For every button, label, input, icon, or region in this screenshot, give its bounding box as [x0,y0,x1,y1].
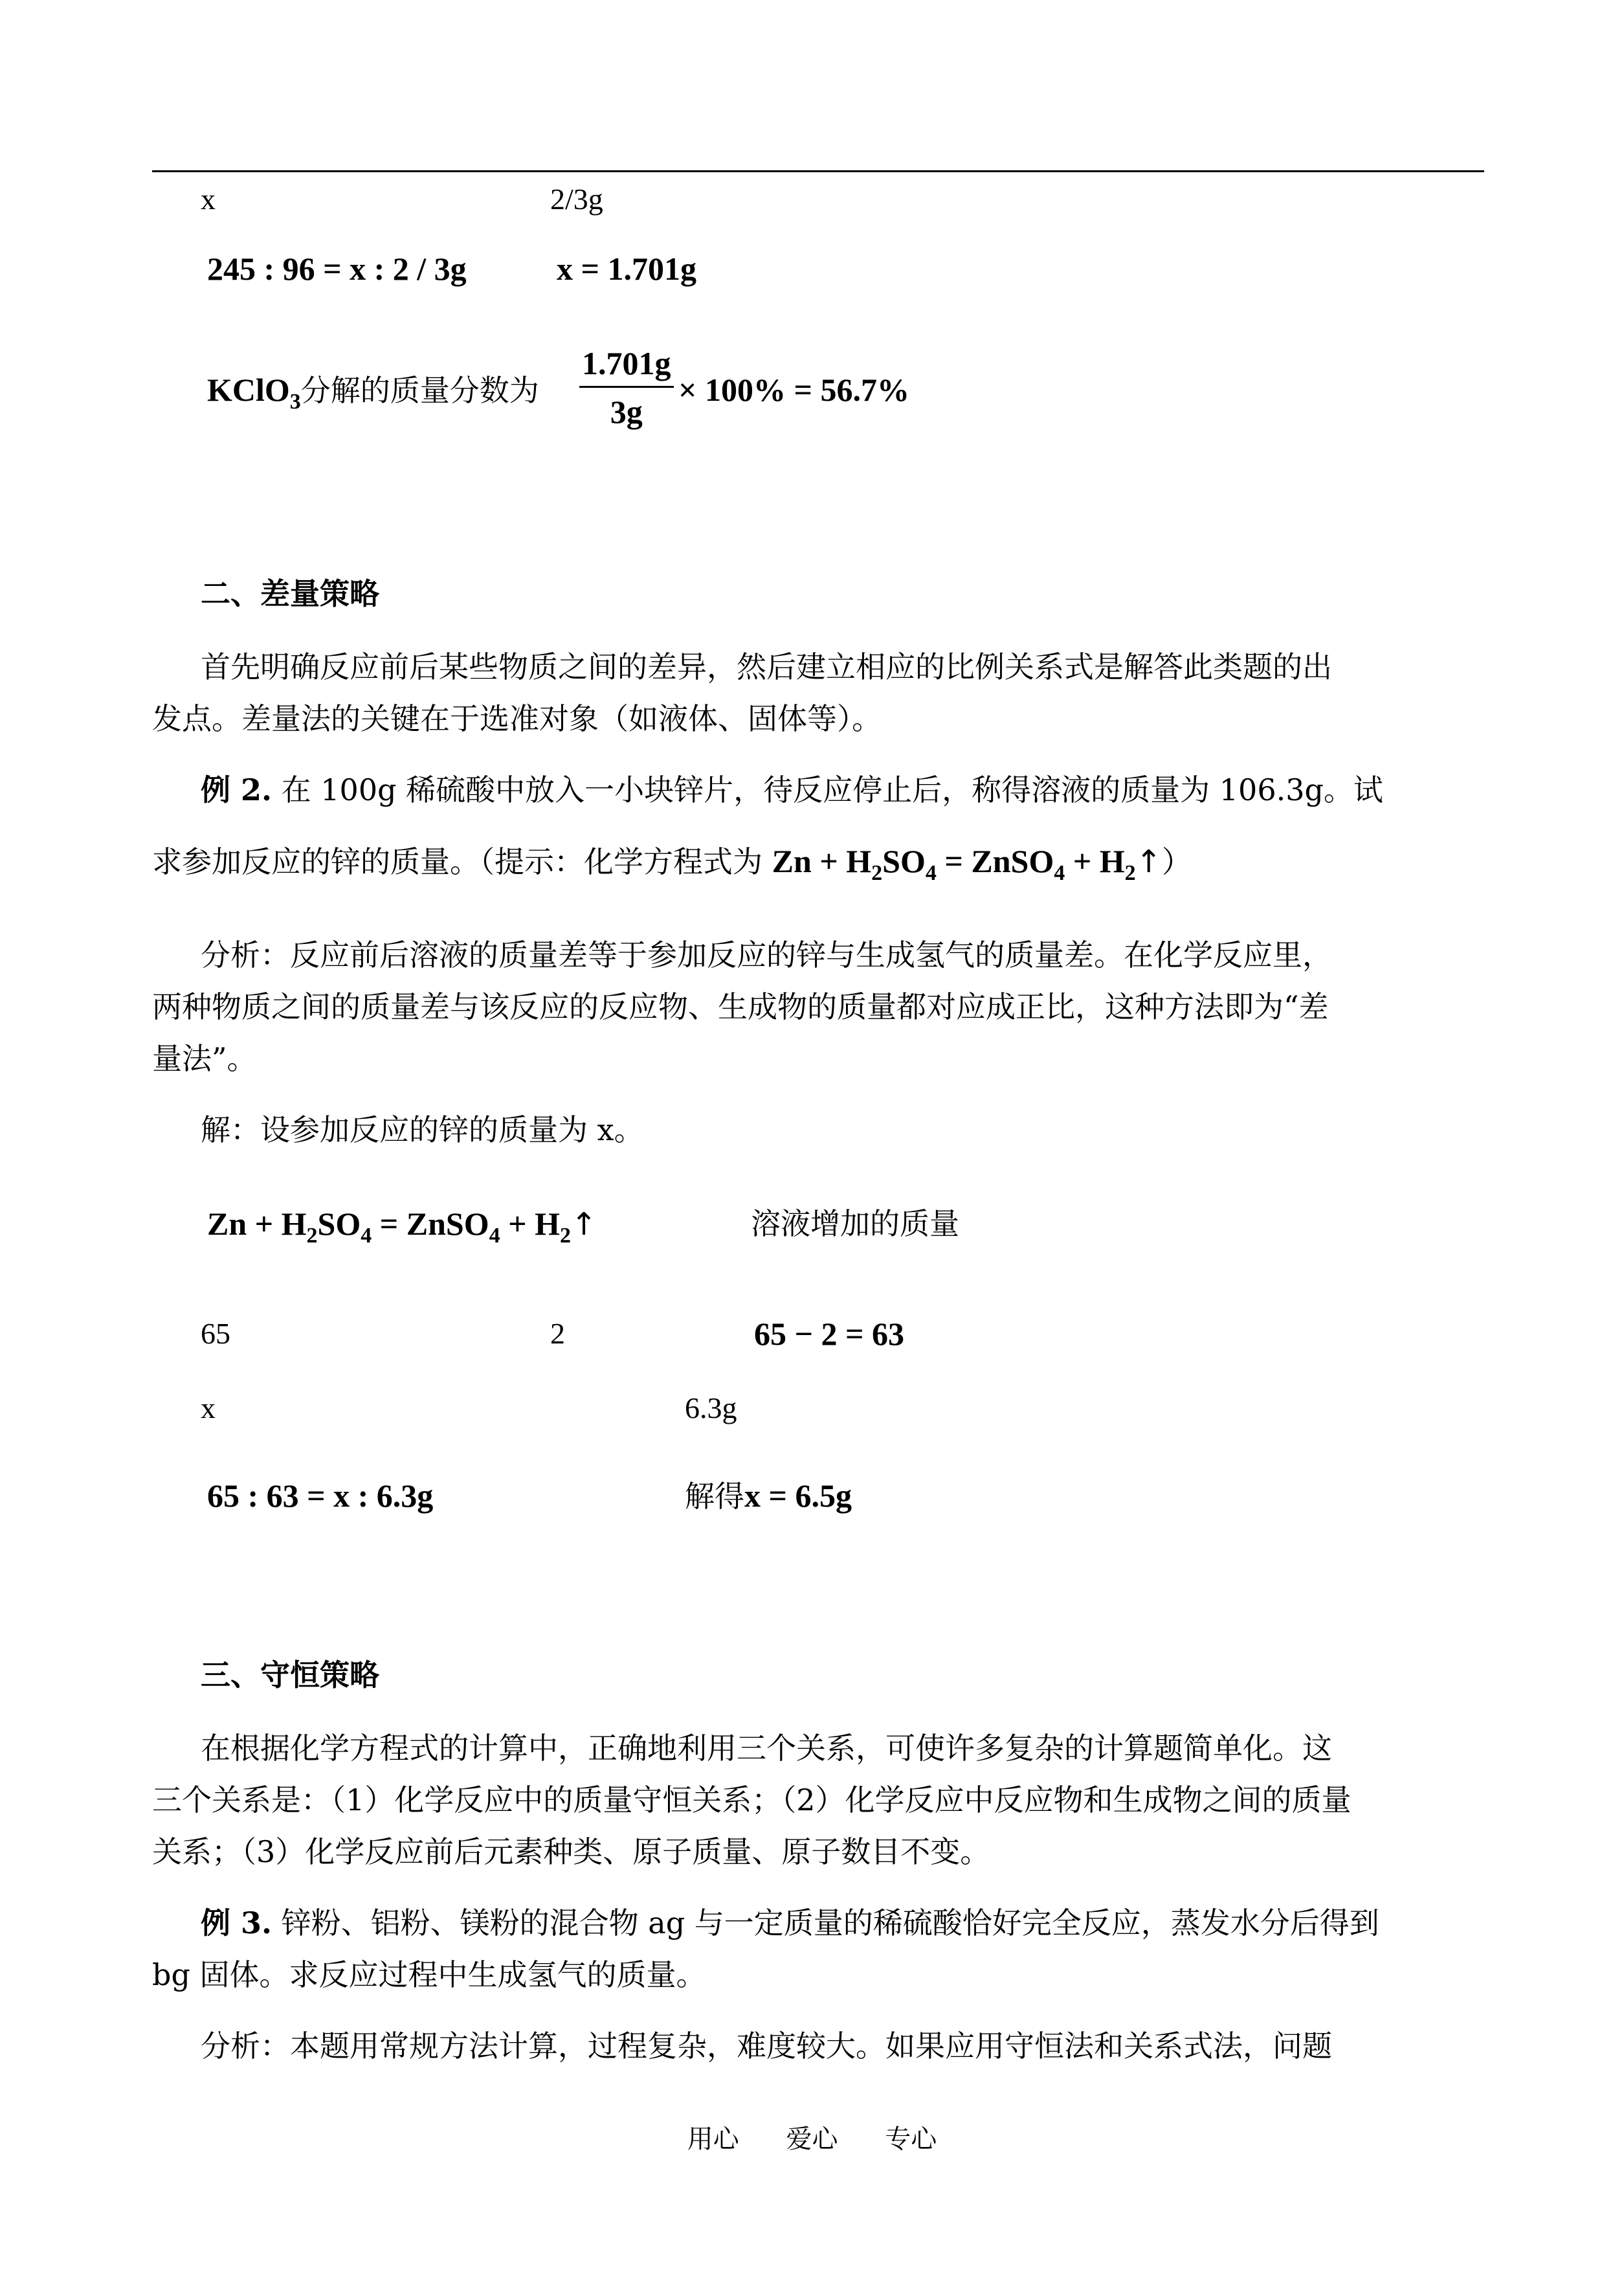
example3-line2: bg 固体。求反应过程中生成氢气的质量。 [152,1957,706,1992]
ratio-65-63: 65 : 63 = x : 6.3g [207,1477,434,1514]
page-footer [0,2118,1624,2155]
section2-para-line1: 首先明确反应前后某些物质之间的差异，然后建立相应的比例关系式是解答此类题的出 [201,649,1332,684]
equation-block: $Zn + H_2SO_4$ = ZnSO$_4$ + $H_2↑$ [207,1206,597,1248]
calc1-row-x: x [201,183,216,216]
example2-text: 在 100g 稀硫酸中放入一小块锌片，待反应停止后，称得溶液的质量为 106.3g。试 [281,772,1383,807]
calc1-result: x = 1.701g [557,251,696,287]
fraction-denominator: 3g [610,394,643,430]
kclo3-percent: × 100% = 56.7% [678,372,909,408]
row-6-3g: 6.3g [685,1391,737,1424]
footer-item-1: 用心 [687,2124,739,2154]
example3-text: 锌粉、铝粉、镁粉的混合物 ag 与一定质量的稀硫酸恰好完全反应，蒸发水分后得到 [281,1905,1379,1940]
solution-line: 解：设参加反应的锌的质量为 x。 [201,1112,644,1147]
row-x: x [201,1391,216,1424]
equation-inline: $Zn + H_2SO_4$ = ZnSO$_4$ + $H_2↑$ [772,843,1162,885]
footer-item-2: 爱心 [786,2124,838,2154]
example3-label: 例 3. [201,1905,273,1940]
solve-line: 解得x = 6.5g [685,1477,852,1514]
calc1-ratio: 245 : 96 = x : 2 / 3g [207,251,467,287]
up-arrow-icon: ↑ [1135,844,1162,880]
section3-para-line1: 在根据化学方程式的计算中，正确地利用三个关系，可使许多复杂的计算题简单化。这 [201,1731,1332,1766]
analysis2-line2: 两种物质之间的质量差与该反应的反应物、生成物的质量都对应成正比，这种方法即为“差 [152,989,1329,1024]
row-2: 2 [550,1317,565,1350]
example2-label: 例 2. [201,772,273,807]
up-arrow-icon: ↑ [571,1206,597,1242]
section3-para-line2: 三个关系是：（1）化学反应中的质量守恒关系；（2）化学反应中反应物和生成物之间的质量 [152,1782,1351,1817]
analysis2-line3: 量法”。 [152,1041,257,1076]
calc1-row-value: 2/3g [550,183,603,216]
example3-line1 [201,1904,1379,1942]
solve-result: x = 6.5g [744,1477,852,1514]
example2-line1 [201,770,1383,809]
row-65: 65 [201,1317,230,1350]
analysis3-line1: 分析：本题用常规方法计算，过程复杂，难度较大。如果应用守恒法和关系式法，问题 [201,2028,1332,2063]
kclo3-line [207,370,539,421]
section3-para-line3: 关系；（3）化学反应前后元素种类、原子质量、原子数目不变。 [152,1834,990,1869]
kclo3-fraction [579,344,674,431]
kclo3-formula: KClO$_3$ [207,372,301,414]
kclo3-text: 分解的质量分数为 [300,373,539,408]
row-difference: 65 − 2 = 63 [754,1316,904,1352]
section2-para-line2: 发点。差量法的关键在于选准对象（如液体、固体等）。 [152,701,882,736]
example2-line2: 求参加反应的锌的质量。（提示：化学方程式为 $Zn + H_2SO_4$ = ZnSO$_4$ + $H_2↑$） [152,843,1192,885]
analysis2-line1: 分析：反应前后溶液的质量差等于参加反应的锌与生成氢气的质量差。在化学反应里， [201,938,1332,972]
mass-increase-label: 溶液增加的质量 [751,1206,959,1241]
footer-item-3: 专心 [885,2124,937,2154]
section3-heading: 三、守恒策略 [201,1657,379,1692]
section2-heading: 二、差量策略 [201,576,379,611]
fraction-numerator: 1.701g [579,344,674,388]
example2-hint: 求参加反应的锌的质量。（提示：化学方程式为 [152,844,762,879]
header-rule [152,170,1484,172]
